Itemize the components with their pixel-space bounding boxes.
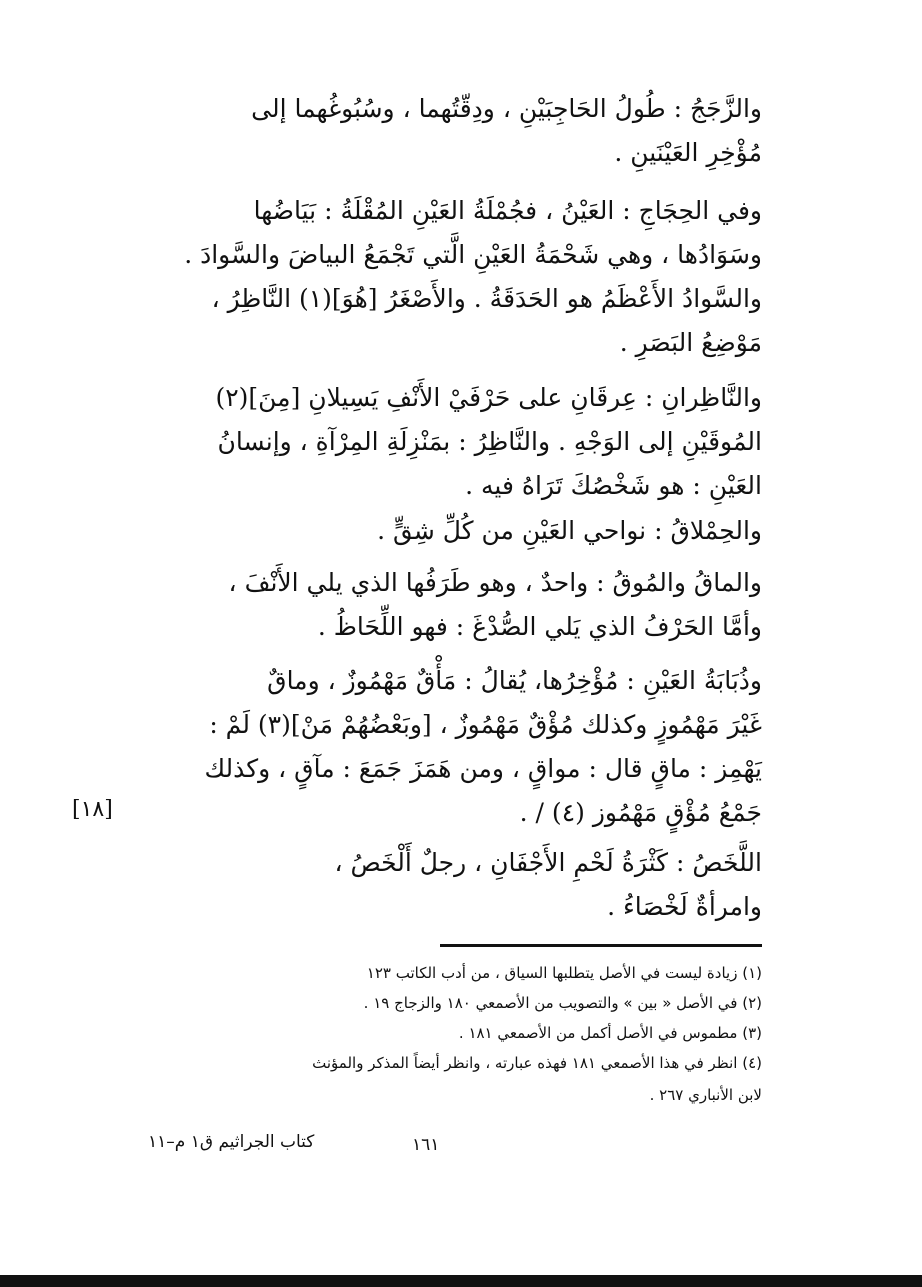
footnote: (٢) في الأصل « بين » والتصويب من الأصمعي ١٨٠ والزجاج ١٩ . xyxy=(363,994,762,1012)
body-line: المُوقَيْنِ إلى الوَجْهِ . والنَّاظِرُ : بمَنْزِلَةِ المِرْآةِ ، وإنسانُ xyxy=(217,427,762,456)
footnote: (١) زيادة ليست في الأصل يتطلبها السياق ، من أدب الكاتب ١٢٣ xyxy=(366,964,762,982)
body-line: اللَّخَصُ : كَثْرَةُ لَحْمِ الأَجْفَانِ ، رجلٌ أَلْخَصُ ، xyxy=(334,848,762,877)
body-line: وسَوَادُها ، وهي شَحْمَةُ العَيْنِ الَّتي تَجْمَعُ البياضَ والسَّوادَ . xyxy=(184,240,762,269)
body-line: والماقُ والمُوقُ : واحدٌ ، وهو طَرَفُها الذي يلي الأَنْفَ ، xyxy=(228,568,762,597)
body-line: والسَّوادُ الأَعْظَمُ هو الحَدَقَةُ . والأَصْغَرُ [هُوَ](١) النَّاظِرُ ، xyxy=(211,284,762,313)
body-line: وفي الحِجَاجِ : العَيْنُ ، فجُمْلَةُ العَيْنِ المُقْلَةُ : بَيَاضُها xyxy=(253,196,762,225)
signature-mark: كتاب الجراثيم ق١ م–١١ xyxy=(148,1132,315,1152)
margin-reference: [١٨] xyxy=(72,797,113,822)
body-line: جَمْعُ مُؤْقٍ مَهْمُوز (٤) / . xyxy=(519,798,762,827)
body-line: والحِمْلاقُ : نواحي العَيْنِ من كُلِّ شِقٍّ . xyxy=(377,516,762,545)
body-line: وذُبَابَةُ العَيْنِ : مُؤْخِرُها، يُقالُ : مَأْقٌ مَهْمُوزٌ ، وماقٌ xyxy=(267,666,762,695)
footnote: (٤) انظر في هذا الأصمعي ١٨١ فهذه عبارته ، وانظر أيضاً المذكر والمؤنث xyxy=(312,1054,762,1072)
body-line: وامرأةٌ لَخْصَاءُ . xyxy=(607,892,762,921)
footnote: لابن الأنباري ٢٦٧ . xyxy=(649,1086,762,1104)
body-line: غَيْرَ مَهْمُوزٍ وكذلك مُؤْقٌ مَهْمُوزٌ ، [وبَعْضُهُمْ مَنْ](٣) لَمْ : xyxy=(209,710,762,739)
body-line: وأمَّا الحَرْفُ الذي يَلي الصُّدْغَ : فهو اللِّحَاظُ . xyxy=(317,612,762,641)
body-line: والزَّجَجُ : طُولُ الحَاجِبَيْنِ ، ودِقّتُهما ، وسُبُوغُهما إلى xyxy=(251,94,762,123)
page-number: ١٦١ xyxy=(412,1135,440,1155)
footnote: (٣) مطموس في الأصل أكمل من الأصمعي ١٨١ . xyxy=(458,1024,762,1042)
body-line: مَوْضِعُ البَصَرِ . xyxy=(619,328,762,357)
scan-edge-bar xyxy=(0,1275,922,1287)
footnote-divider xyxy=(440,944,762,947)
body-line: يَهْمِز : ماقٍ قال : مواقٍ ، ومن هَمَزَ جَمَعَ : مآقٍ ، وكذلك xyxy=(204,754,762,783)
body-line: والنَّاظِرانِ : عِرقَانِ على حَرْفَيْ الأَنْفِ يَسِيلانِ [مِنَ](٢) xyxy=(215,383,762,412)
body-line: مُؤْخِرِ العَيْنَينِ . xyxy=(614,138,762,167)
body-line: العَيْنِ : هو شَخْصُكَ تَرَاهُ فيه . xyxy=(465,471,762,500)
